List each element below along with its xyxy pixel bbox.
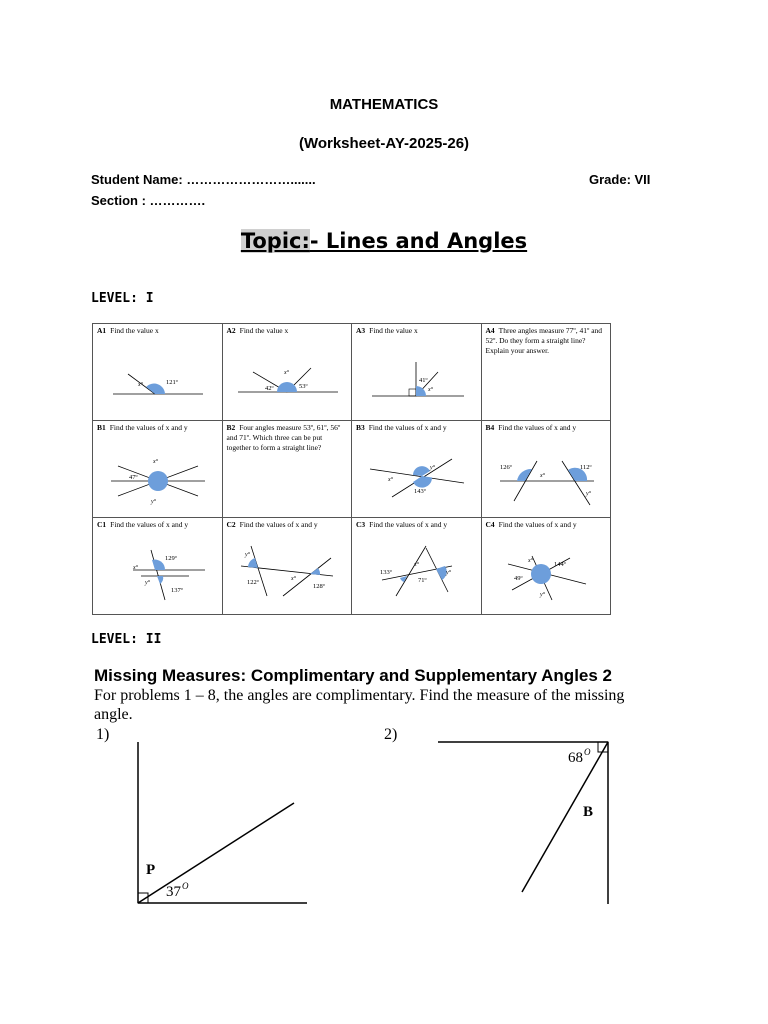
svg-text:x°: x°: [153, 459, 159, 465]
topic-title: - Lines and Angles: [309, 229, 528, 253]
svg-text:49º: 49º: [513, 575, 523, 582]
a2-angle-diagram: [223, 324, 352, 420]
svg-text:121º: 121º: [166, 379, 178, 386]
svg-text:42º: 42º: [264, 385, 274, 392]
svg-text:y°: y°: [430, 465, 436, 471]
svg-text:133º: 133º: [380, 569, 392, 576]
svg-text:53º: 53º: [298, 383, 308, 390]
svg-text:x°: x°: [428, 387, 434, 393]
svg-text:x°: x°: [133, 565, 139, 571]
svg-text:41º: 41º: [419, 377, 428, 384]
question-cell-c2: C2 Find the values of x and y y° 122º x° 128º: [222, 518, 352, 615]
problem-2-angle: 68: [568, 750, 583, 766]
a1-angle-diagram: [93, 324, 222, 420]
topic-label: Topic:: [240, 229, 310, 253]
question-cell-c1: C1 Find the values of x and y 129º x° y° 137º: [93, 518, 223, 615]
svg-text:x°: x°: [138, 382, 144, 388]
svg-text:112º: 112º: [579, 464, 592, 471]
question-cell-b4: B4 Find the values of x and y 126º x° 112º y°: [481, 421, 611, 518]
a3-angle-diagram: [352, 324, 481, 420]
svg-text:y°: y°: [244, 552, 250, 558]
problem-2-letter: B: [583, 804, 594, 820]
b3-angle-diagram: [352, 421, 481, 517]
level-2-instructions: For problems 1 – 8, the angles are complimentary. Find the measure of the missing angle.: [94, 687, 625, 723]
c3-angle-diagram: [352, 518, 481, 614]
svg-text:71º: 71º: [418, 577, 427, 584]
svg-text:x°: x°: [539, 473, 545, 479]
svg-text:y°: y°: [145, 580, 151, 586]
level-1-heading: LEVEL: I: [91, 291, 154, 306]
question-cell-b3: B3 Find the values of x and y x° y° 143º: [352, 421, 482, 518]
svg-text:x°: x°: [283, 370, 289, 376]
problem-1-degree: O: [182, 881, 189, 891]
b4-angle-diagram: [482, 421, 611, 517]
grade-label: Grade: VII: [589, 172, 651, 187]
svg-text:128º: 128º: [312, 583, 325, 590]
subject-title: MATHEMATICS: [329, 96, 439, 113]
svg-text:y°: y°: [585, 491, 591, 497]
problem-1-diagram: [120, 738, 320, 908]
svg-text:x°: x°: [414, 562, 420, 568]
svg-text:143º: 143º: [414, 488, 426, 495]
problem-1-angle: 37: [166, 884, 181, 900]
question-cell-a2: A2 Find the value x x° 42º 53º: [222, 324, 352, 421]
c2-angle-diagram: [223, 518, 352, 614]
question-cell-b1: B1 Find the values of x and y x° 47º y°: [93, 421, 223, 518]
svg-text:137º: 137º: [171, 587, 183, 594]
level-2-heading: LEVEL: II: [91, 632, 162, 647]
section-label: Section : ………….: [91, 193, 206, 208]
question-cell-a3: A3 Find the value x 41º x°: [352, 324, 482, 421]
question-cell-c4: C4 Find the values of x and y x° 144º 49º y°: [481, 518, 611, 615]
c4-angle-diagram: [482, 518, 611, 614]
problem-2-number: 2): [384, 726, 398, 743]
svg-text:126º: 126º: [499, 464, 512, 471]
problem-2-degree: O: [584, 747, 591, 757]
topic-heading: [0, 229, 768, 253]
svg-text:x°: x°: [290, 576, 296, 582]
svg-text:y°: y°: [539, 592, 545, 598]
svg-text:x°: x°: [388, 477, 394, 483]
svg-text:129º: 129º: [165, 555, 177, 562]
b1-angle-diagram: [93, 421, 222, 517]
svg-text:144º: 144º: [553, 561, 566, 568]
question-cell-b2: B2 Four angles measure 53º, 61º, 56º and 71º. Which three can be put together to form a straight line?: [222, 421, 352, 518]
svg-text:122º: 122º: [246, 579, 259, 586]
svg-text:47º: 47º: [129, 474, 138, 481]
problem-2-diagram: [436, 734, 616, 906]
question-cell-a4: A4 Three angles measure 77º, 41º and 52º. Do they form a straight line? Explain your answer.: [481, 324, 611, 421]
svg-text:y°: y°: [151, 499, 157, 505]
level-2-title: Missing Measures: Complimentary and Supplementary Angles 2: [94, 666, 613, 685]
student-name-label: Student Name: …………………….......: [91, 172, 316, 187]
problem-1-number: 1): [96, 726, 110, 743]
svg-text:y°: y°: [446, 570, 452, 576]
problem-1-letter: P: [146, 862, 156, 878]
question-cell-c3: C3 Find the values of x and y 133º x° y° 71º: [352, 518, 482, 615]
worksheet-title: (Worksheet-AY-2025-26): [298, 135, 470, 152]
level-1-question-grid: [92, 323, 611, 615]
svg-text:x°: x°: [527, 558, 533, 564]
c1-angle-diagram: [93, 518, 222, 614]
question-cell-a1: A1 Find the value x x° 121º: [93, 324, 223, 421]
